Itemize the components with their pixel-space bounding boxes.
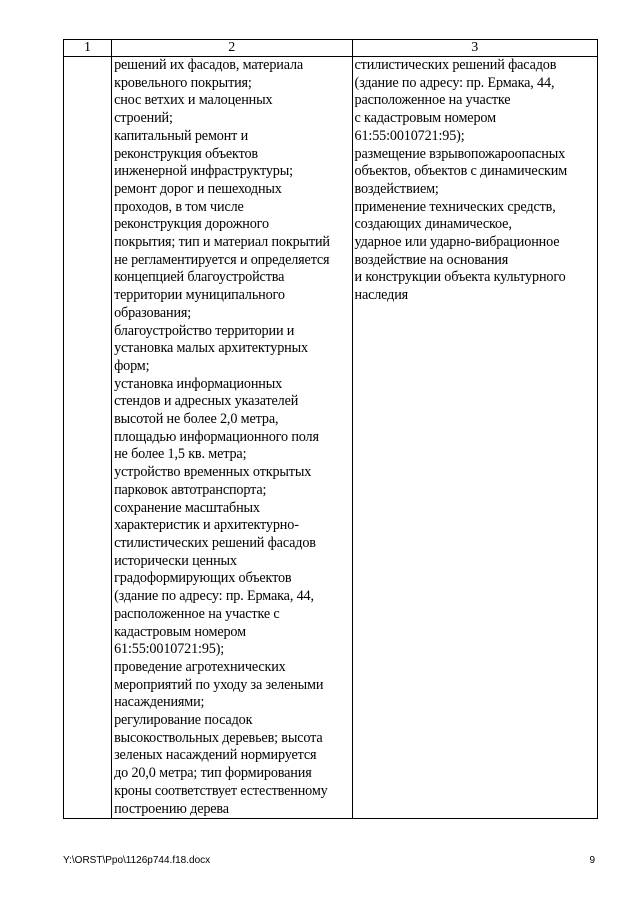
text-line: реконструкция дорожного xyxy=(114,216,269,233)
text-line: территории муниципального xyxy=(114,287,285,304)
text-line: проходов, в том числе xyxy=(114,198,244,215)
text-line: создающих динамическое, xyxy=(354,216,512,233)
text-line: наследия xyxy=(354,287,409,304)
text-line: характеристик и архитектурно- xyxy=(114,517,299,534)
cell-column-1 xyxy=(64,57,112,819)
column-2-text xyxy=(112,57,351,818)
text-line: снос ветхих и малоценных xyxy=(114,92,273,109)
text-line: сохранение масштабных xyxy=(114,499,260,516)
text-line: стилистических решений фасадов xyxy=(114,534,316,551)
text-line: воздействие на основания xyxy=(354,251,509,268)
text-line: размещение взрывопожароопасных xyxy=(354,145,566,162)
text-line: регулирование посадок xyxy=(114,712,253,729)
header-cell-1: 1 xyxy=(64,40,112,57)
column-3-text xyxy=(353,57,597,305)
text-line: ударное или ударно-вибрационное xyxy=(354,234,560,251)
text-line: градоформирующих объектов xyxy=(114,570,292,587)
text-line: не регламентируется и определяется xyxy=(114,251,330,268)
text-line: благоустройство территории и xyxy=(114,322,295,339)
text-line: устройство временных открытых xyxy=(114,464,312,481)
text-line: образования; xyxy=(114,304,192,321)
text-line: (здание по адресу: пр. Ермака, 44, xyxy=(354,74,555,91)
text-line: мероприятий по уходу за зелеными xyxy=(114,676,324,693)
document-table xyxy=(63,39,598,819)
text-line: расположенное на участке с xyxy=(114,605,280,622)
text-line: высотой не более 2,0 метра, xyxy=(114,411,279,428)
text-line: решений их фасадов, материала xyxy=(114,57,304,73)
text-line: концепцией благоустройства xyxy=(114,269,285,286)
text-line: объектов, объектов с динамическим xyxy=(354,163,568,180)
text-line: и конструкции объекта культурного xyxy=(354,269,566,286)
text-line: стендов и адресных указателей xyxy=(114,393,299,410)
text-line: воздействием; xyxy=(354,180,439,197)
table-header-row xyxy=(64,40,598,57)
cell-column-3 xyxy=(352,57,597,819)
cell-column-2 xyxy=(112,57,352,819)
text-line: ремонт дорог и пешеходных xyxy=(114,180,282,197)
text-line: установка малых архитектурных xyxy=(114,340,308,357)
text-line: 61:55:0010721:95); xyxy=(354,127,465,144)
footer-file-path: Y:\ORST\Ppo\1126p744.f18.docx xyxy=(63,855,211,866)
text-line: форм; xyxy=(114,357,150,374)
table-row xyxy=(64,57,598,819)
text-line: построению дерева xyxy=(114,800,229,817)
text-line: с кадастровым номером xyxy=(354,110,496,127)
header-cell-2: 2 xyxy=(112,40,352,57)
text-line: зеленых насаждений нормируется xyxy=(114,747,317,764)
text-line: высокоствольных деревьев; высота xyxy=(114,729,323,746)
text-line: кровельного покрытия; xyxy=(114,74,252,91)
text-line: (здание по адресу: пр. Ермака, 44, xyxy=(114,588,314,605)
text-line: капитальный ремонт и xyxy=(114,127,249,144)
text-line: реконструкция объектов xyxy=(114,145,258,162)
text-line: парковок автотранспорта; xyxy=(114,481,267,498)
header-cell-3: 3 xyxy=(352,40,597,57)
text-line: кроны соответствует естественному xyxy=(114,782,328,799)
text-line: инженерной инфраструктуры; xyxy=(114,163,293,180)
text-line: строений; xyxy=(114,110,173,127)
text-line: кадастровым номером xyxy=(114,623,246,640)
text-line: установка информационных xyxy=(114,375,283,392)
text-line: насаждениями; xyxy=(114,694,205,711)
text-line: до 20,0 метра; тип формирования xyxy=(114,765,312,782)
text-line: применение технических средств, xyxy=(354,198,556,215)
text-line: покрытия; тип и материал покрытий xyxy=(114,234,330,251)
text-line: не более 1,5 кв. метра; xyxy=(114,446,247,463)
text-line: исторически ценных xyxy=(114,552,237,569)
text-line: площадью информационного поля xyxy=(114,428,319,445)
text-line: расположенное на участке xyxy=(354,92,511,109)
page-number: 9 xyxy=(589,855,595,866)
text-line: 61:55:0010721:95); xyxy=(114,641,225,658)
text-line: стилистических решений фасадов xyxy=(354,57,557,73)
text-line: проведение агротехнических xyxy=(114,658,286,675)
